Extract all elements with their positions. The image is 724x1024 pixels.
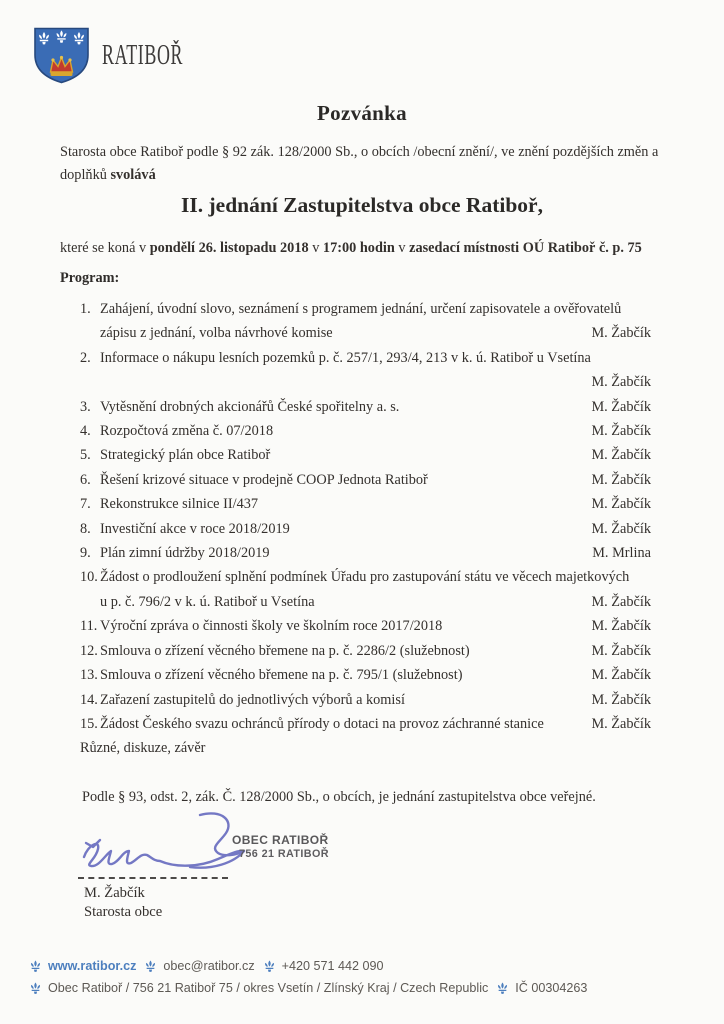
closing-paragraph: Podle § 93, odst. 2, zák. Č. 128/2000 Sb., o obcích, je jednání zastupitelstva obce veřejné. (82, 789, 596, 805)
program-item-number: 15. (80, 715, 98, 732)
program-row (80, 297, 651, 321)
program-row (80, 614, 651, 638)
program-item-text: Zařazení zastupitelů do jednotlivých výborů a komisí (100, 691, 405, 708)
presenter-name: M. Žabčík (591, 667, 651, 684)
fleur-de-lis-icon (30, 960, 41, 973)
program-row (80, 663, 651, 687)
program-row (80, 565, 651, 589)
stamp-line-2: 756 21 RATIBOŘ (239, 847, 330, 860)
program-item-text: Výroční zpráva o činnosti školy ve školním roce 2017/2018 (100, 618, 443, 635)
footer-item (264, 956, 384, 978)
footer-item (30, 978, 488, 1000)
program-item-text: Zahájení, úvodní slovo, seznámení s programem jednání, určení zapisovatele a ověřovatelů (100, 301, 622, 317)
footer-text: +420 571 442 090 (281, 959, 384, 973)
program-row (80, 639, 651, 663)
presenter-name: M. Žabčík (591, 593, 651, 610)
program-row (80, 688, 651, 712)
footer-text: obec@ratibor.cz (163, 959, 255, 973)
program-row (80, 321, 651, 345)
program-item-number (80, 590, 100, 614)
crown-icon (51, 56, 73, 76)
meeting-when-line (60, 240, 684, 257)
footer-item (497, 978, 587, 1000)
program-item-number: 8. (80, 520, 91, 537)
fleur-de-lis-icon (264, 960, 275, 973)
program-list (80, 297, 651, 761)
intro-line-2: doplňků svolává (60, 166, 156, 183)
program-item-number: 10. (80, 569, 98, 586)
program-row (80, 541, 651, 565)
program-row (80, 395, 651, 419)
fleur-de-lis-icon (145, 960, 156, 973)
presenter-name: M. Žabčík (591, 642, 651, 659)
program-item-number (80, 321, 100, 345)
program-row (80, 712, 651, 736)
presenter-name: M. Žabčík (591, 423, 651, 440)
fleur-de-lis-icon (497, 982, 508, 995)
program-item-text: Žádost Českého svazu ochránců přírody o dotaci na provoz záchranné stanice (100, 715, 544, 732)
program-item-number: 9. (80, 545, 91, 562)
fleur-de-lis-icon (264, 960, 275, 973)
program-row (80, 492, 651, 516)
coat-of-arms-shield-icon (33, 27, 90, 84)
fleur-de-lis-icon (30, 982, 41, 995)
program-row (80, 370, 651, 394)
presenter-name: M. Žabčík (591, 471, 651, 488)
program-item-text: Různé, diskuze, závěr (80, 740, 206, 757)
program-item-number: 11. (80, 618, 98, 635)
presenter-name: M. Žabčík (591, 691, 651, 708)
program-item-text: u p. č. 796/2 v k. ú. Ratiboř u Vsetína (100, 593, 315, 610)
meeting-heading: II. jednání Zastupitelstva obce Ratiboř, (181, 193, 543, 217)
signer-title: Starosta obce (84, 904, 163, 920)
program-item-text: Řešení krizové situace v prodejně COOP Jednota Ratiboř (100, 471, 428, 488)
program-item-text: Investiční akce v roce 2018/2019 (100, 520, 290, 537)
presenter-name: M. Žabčík (591, 398, 651, 415)
program-item-text: Smlouva o zřízení věcného břemene na p. č. 795/1 (služebnost) (100, 667, 463, 684)
program-item-number: 2. (80, 349, 91, 366)
program-item-text: Strategický plán obce Ratiboř (100, 447, 271, 464)
presenter-name: M. Žabčík (591, 374, 651, 391)
presenter-name: M. Žabčík (591, 447, 651, 464)
presenter-name: M. Žabčík (591, 325, 651, 342)
municipality-logo (33, 27, 229, 84)
program-item-text: Informace o nákupu lesních pozemků p. č. 257/1, 293/4, 213 v k. ú. Ratiboř u Vsetína (100, 349, 591, 366)
presenter-name: M. Mrlina (592, 545, 651, 562)
meeting-when-segment: pondělí 26. listopadu 2018 (149, 240, 309, 256)
meeting-when-segment: zasedací místnosti OÚ Ratiboř č. p. 75 (409, 240, 642, 256)
program-item-number: 13. (80, 667, 98, 684)
signature-dashed-line (78, 877, 228, 879)
program-item-text: Rekonstrukce silnice II/437 (100, 496, 259, 513)
footer-text: IČ 00304263 (515, 980, 588, 995)
footer-item (145, 956, 254, 978)
signer-name: M. Žabčík (84, 885, 145, 901)
municipality-stamp (232, 834, 329, 861)
fleur-de-lis-icon (30, 960, 41, 973)
footer-contact-line (30, 956, 710, 978)
program-item-number (80, 370, 100, 394)
program-row (80, 419, 651, 443)
program-item-text: zápisu z jednání, volba návrhové komise (100, 325, 333, 342)
program-item-number: 7. (80, 496, 91, 513)
meeting-when-segment: které se koná v (60, 240, 150, 256)
program-item-number: 3. (80, 398, 91, 415)
program-item-text: Žádost o prodloužení splnění podmínek Úřadu pro zastupování státu ve věcech majetkových (100, 569, 630, 586)
footer-website-text: www.ratibor.cz (48, 959, 137, 973)
program-item-text: Smlouva o zřízení věcného břemene na p. č. 2286/2 (služebnost) (100, 642, 470, 659)
presenter-name: M. Žabčík (591, 715, 651, 732)
program-item-number: 12. (80, 642, 98, 659)
meeting-when-segment: v (394, 240, 410, 256)
presenter-name: M. Žabčík (591, 496, 651, 513)
fleur-de-lis-icon (145, 960, 156, 973)
program-label: Program: (60, 270, 120, 286)
presenter-name: M. Žabčík (591, 618, 651, 635)
program-item-text: Plán zimní údržby 2018/2019 (100, 545, 270, 562)
program-row (80, 468, 651, 492)
program-item-number: 14. (80, 691, 98, 708)
program-item-text: Vytěsnění drobných akcionářů České spořitelny a. s. (100, 398, 400, 415)
program-row (80, 736, 651, 760)
program-item-text: Rozpočtová změna č. 07/2018 (100, 423, 274, 440)
program-row (80, 517, 651, 541)
meeting-when-segment: v (308, 240, 323, 256)
footer-item (30, 956, 136, 978)
presenter-name: M. Žabčík (591, 520, 651, 537)
fleur-de-lis-icon (497, 982, 508, 995)
program-item-number: 4. (80, 423, 91, 440)
program-row (80, 346, 651, 370)
program-row (80, 590, 651, 614)
document-title: Pozvánka (317, 101, 407, 125)
program-item-number: 6. (80, 471, 91, 488)
footer-address-line (30, 978, 710, 1000)
footer-text: Obec Ratiboř / 756 21 Ratiboř 75 / okres Vsetín / Zlínský Kraj / Czech Republic (48, 980, 489, 995)
program-item-number: 1. (80, 301, 91, 317)
program-item-number: 5. (80, 447, 91, 464)
intro-paragraph (60, 141, 674, 186)
municipality-name: RATIBOŘ (102, 39, 184, 71)
signer-block (84, 884, 162, 922)
stamp-line-1: OBEC RATIBOŘ (232, 833, 329, 847)
fleur-de-lis-icon (30, 982, 41, 995)
intro-line-1: Starosta obce Ratiboř podle § 92 zák. 128/2000 Sb., o obcích /obecní znění/, ve znění pozdějších změn a (60, 144, 659, 160)
document-footer (30, 956, 710, 999)
program-row (80, 443, 651, 467)
meeting-when-segment: 17:00 hodin (322, 240, 395, 256)
